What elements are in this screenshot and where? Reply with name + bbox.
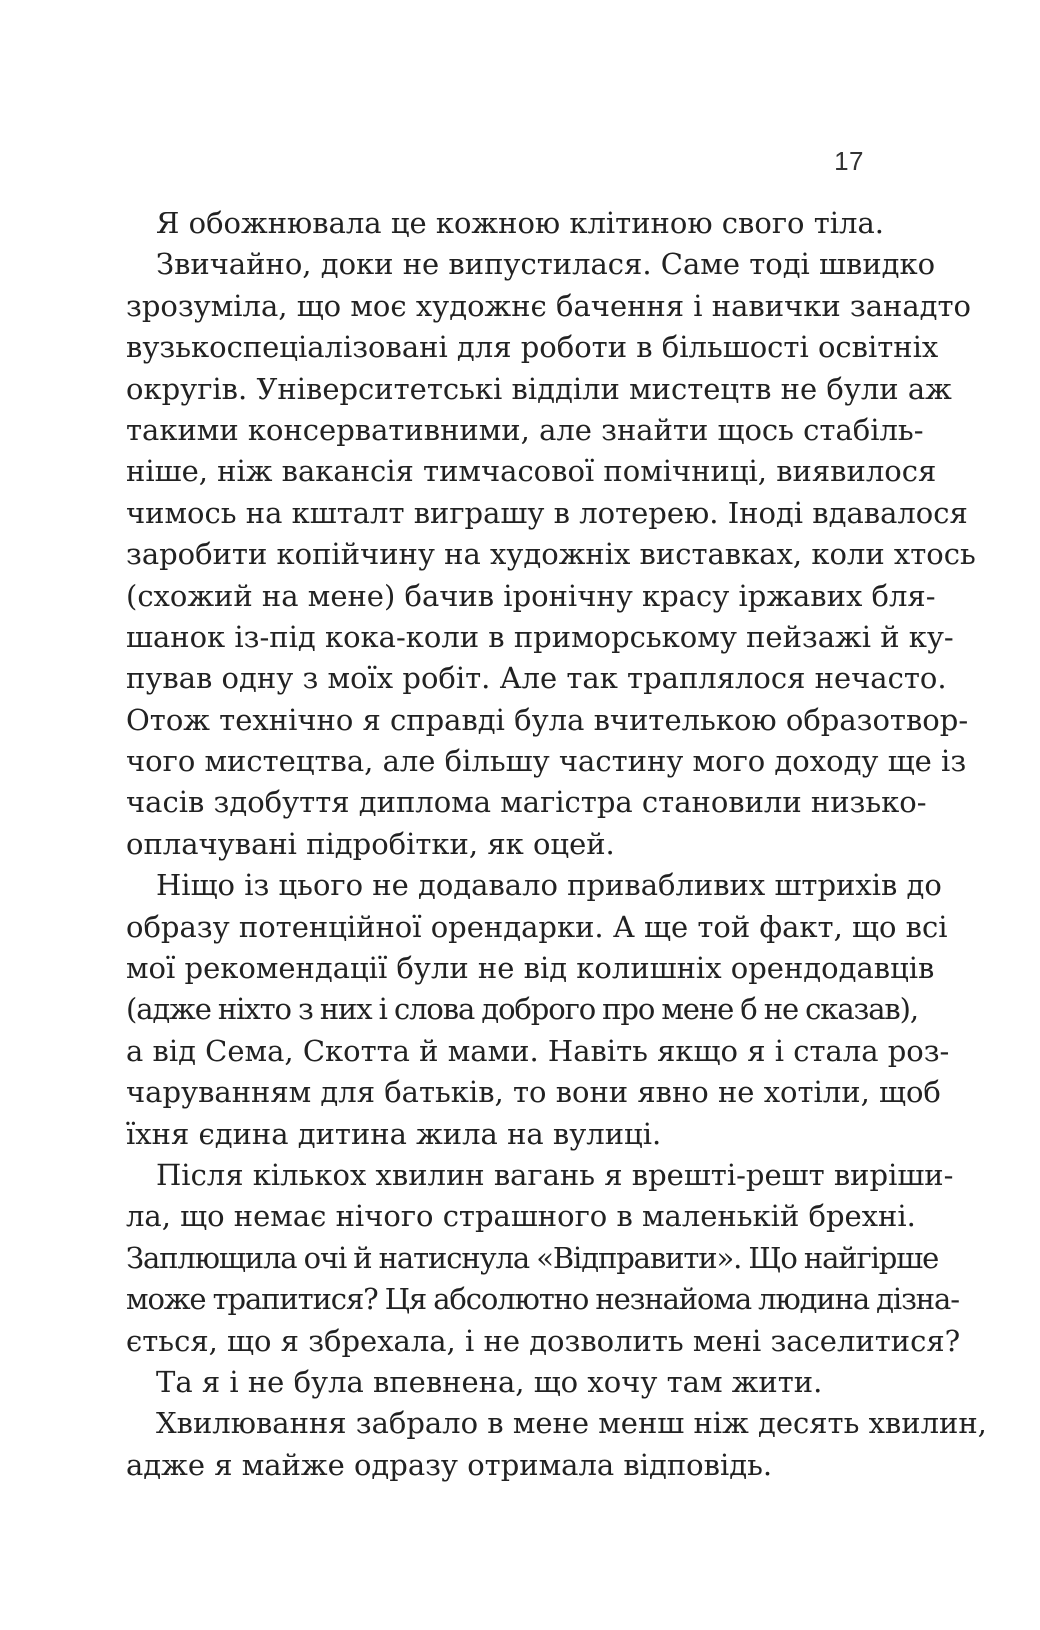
paragraph-6 bbox=[126, 1403, 987, 1486]
text-line: чаруванням для батьків, то вони явно не хотіли, щоб bbox=[126, 1075, 941, 1110]
text-line: Хвилювання забрало в мене менш ніж десять хвилин, bbox=[156, 1406, 987, 1441]
text-line: заробити копійчину на художніх виставках, коли хтось bbox=[126, 537, 976, 572]
text-line: ється, що я збрехала, і не дозволить мені заселитися? bbox=[126, 1323, 961, 1358]
page-number: 17 bbox=[834, 146, 864, 176]
text-line: вузькоспеціалізовані для роботи в більшості освітніх bbox=[126, 330, 939, 365]
text-line: Після кількох хвилин вагань я врешті-решт виріши- bbox=[156, 1157, 954, 1192]
text-line: чимось на кшталт виграшу в лотерею. Іноді вдавалося bbox=[126, 495, 968, 530]
text-line: пував одну з моїх робіт. Але так траплялося нечасто. bbox=[126, 661, 947, 696]
text-line: такими консервативними, але знайти щось стабіль- bbox=[126, 412, 924, 447]
text-line: їхня єдина дитина жила на вулиці. bbox=[126, 1116, 662, 1151]
text-line: Заплющила очі й натиснула «Відправити». Що найгірше bbox=[126, 1240, 939, 1275]
paragraph-2 bbox=[126, 244, 976, 865]
text-line: адже я майже одразу отримала відповідь. bbox=[126, 1447, 773, 1482]
text-line: шанок із-під кока-коли в приморському пейзажі й ку- bbox=[126, 619, 954, 654]
text-line: Звичайно, доки не випустилася. Саме тоді швидко bbox=[156, 247, 936, 282]
paragraph-4 bbox=[126, 1155, 961, 1362]
text-line: мої рекомендації були не від колишніх орендодавців bbox=[126, 951, 935, 986]
text-line: зрозуміла, що моє художнє бачення і навички занадто bbox=[126, 288, 971, 323]
paragraph-5 bbox=[126, 1362, 867, 1403]
text-line: Я обожнювала це кожною клітиною свого тіла. bbox=[156, 206, 884, 240]
body-text bbox=[126, 203, 987, 1486]
text-line: часів здобуття диплома магістра становили низько- bbox=[126, 785, 927, 820]
text-line: округів. Університетські відділи мистецтв не були аж bbox=[126, 371, 952, 406]
text-line: оплачувані підробітки, як оцей. bbox=[126, 826, 615, 861]
text-line: ла, що немає нічого страшного в маленькій брехні. bbox=[126, 1199, 916, 1234]
text-line: Отож технічно я справді була вчителькою образотвор- bbox=[126, 702, 969, 737]
text-line: образу потенційної орендарки. А ще той факт, що всі bbox=[126, 909, 948, 944]
text-line: чого мистецтва, але більшу частину мого доходу ще із bbox=[126, 744, 967, 779]
text-line: Ніщо із цього не додавало привабливих штрихів до bbox=[156, 868, 942, 903]
text-line: ніше, ніж вакансія тимчасової помічниці, виявилося bbox=[126, 454, 937, 489]
paragraph-3 bbox=[126, 865, 950, 1155]
text-line: (адже ніхто з них і слова доброго про мене б не сказав), bbox=[126, 992, 918, 1027]
text-line: а від Сема, Скотта й мами. Навіть якщо я і стала роз- bbox=[126, 1033, 950, 1068]
paragraph-1 bbox=[126, 203, 884, 244]
text-line: Та я і не була впевнена, що хочу там жити. bbox=[156, 1364, 823, 1399]
text-line: (схожий на мене) бачив іронічну красу іржавих бля- bbox=[126, 578, 936, 613]
text-line: може трапитися? Ця абсолютно незнайома людина дізна- bbox=[126, 1282, 959, 1317]
